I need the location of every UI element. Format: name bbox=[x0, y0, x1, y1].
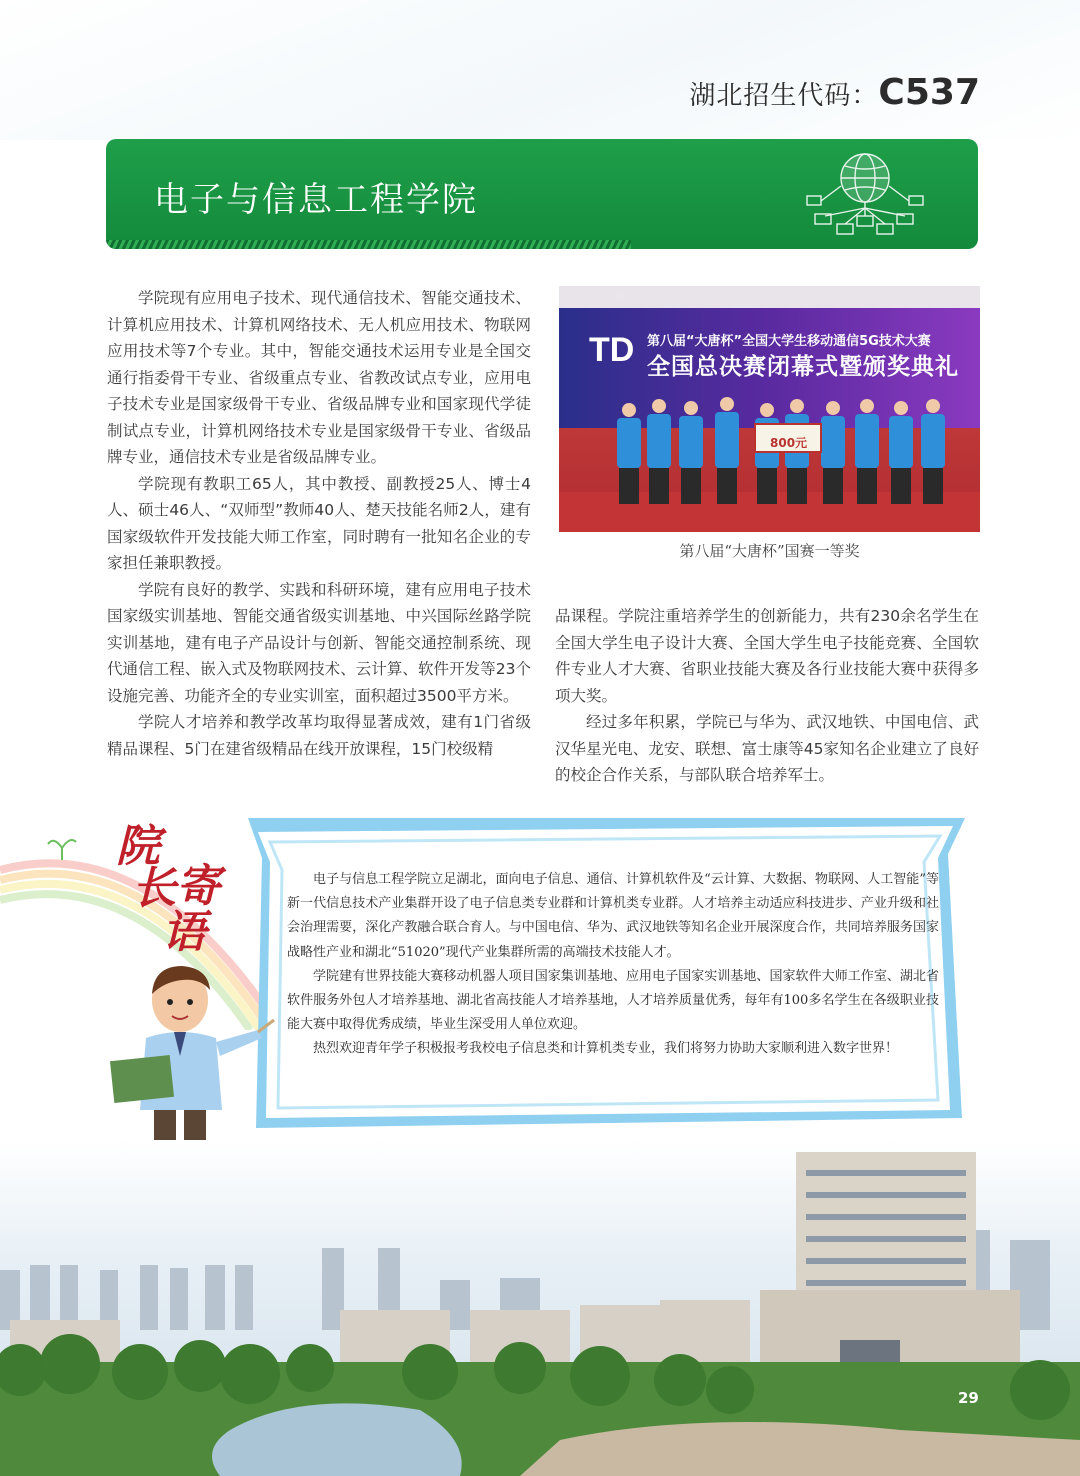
dean-title-char-2: 长 bbox=[132, 863, 176, 914]
dean-paragraph-2: 学院建有世界技能大赛移动机器人项目国家集训基地、应用电子国家实训基地、国家软件大师工作室、湖北省软件服务外包人才培养基地、湖北省高技能人才培养基地，人才培养质量优秀，每年有100多名学生在各级职业技能大赛中取得优秀成绩，毕业生深受用人单位欢迎。 bbox=[287, 968, 939, 1033]
admission-code-value: C537 bbox=[878, 72, 980, 113]
header-background bbox=[0, 0, 1080, 140]
paragraph-achievements-continued: 品课程。学院注重培养学生的创新能力，共有230余名学生在全国大学生电子设计大赛、全国大学生电子技能竞赛、全国软件专业人才大赛、省职业技能大赛及各行业技能大赛中获得多项大奖。 bbox=[555, 607, 979, 705]
award-photo bbox=[559, 286, 980, 532]
prize-check-amount: 800元 bbox=[770, 436, 808, 450]
teacher-cartoon-illustration bbox=[108, 960, 278, 1150]
banner-stripe bbox=[106, 240, 631, 249]
dean-title-char-3: 寄 bbox=[176, 861, 220, 912]
photo-banner-line2: 全国总决赛闭幕式暨颁奖典礼 bbox=[647, 354, 959, 380]
admission-code bbox=[689, 72, 980, 113]
paragraph-majors: 学院现有应用电子技术、现代通信技术、智能交通技术、计算机应用技术、计算机网络技术、无人机应用技术、物联网应用技术等7个专业。其中，智能交通技术运用专业是全国交通行指委骨干专业、省级重点专业、省教改试点专业，应用电子技术专业是国家级骨干专业、省级品牌专业和国家现代学徒制试点专业，计算机网络技术专业是国家级骨干专业、省级品牌专业，通信技术专业是省级品牌专业。 bbox=[107, 289, 531, 466]
dean-paragraph-3: 热烈欢迎青年学子积极报考我校电子信息类和计算机类专业，我们将努力协助大家顺利进入数字世界！ bbox=[313, 1041, 899, 1057]
svg-text:TD: TD bbox=[589, 331, 635, 369]
photo-caption: 第八届“大唐杯”国赛一等奖 bbox=[679, 542, 860, 560]
network-globe-icon bbox=[805, 146, 925, 242]
admission-code-label: 湖北招生代码： bbox=[689, 81, 879, 111]
paragraph-facilities: 学院有良好的教学、实践和科研环境，建有应用电子技术国家级实训基地、智能交通省级实训基地、中兴国际丝路学院实训基地，建有电子产品设计与创新、智能交通控制系统、现代通信工程、嵌入式及物联网技术、云计算、软件开发等23个设施完善、功能齐全的专业实训室，面积超过3500平方米。 bbox=[107, 580, 531, 705]
paragraph-partnerships: 经过多年积累，学院已与华为、武汉地铁、中国电信、武汉华星光电、龙安、联想、富士康等45家知名企业建立了良好的校企合作关系，与部队联合培养军士。 bbox=[555, 713, 979, 784]
intro-text-right-column bbox=[555, 603, 979, 789]
paragraph-faculty: 学院现有教职工65人，其中教授、副教授25人、博士4人、硕士46人、“双师型”教师40人、楚天技能名师2人，建有国家级软件开发技能大师工作室，同时聘有一批知名企业的专家担任兼职教授。 bbox=[107, 474, 531, 572]
dean-message-text bbox=[287, 868, 939, 1062]
campus-skyline-illustration bbox=[0, 1140, 1080, 1476]
dean-paragraph-1: 电子与信息工程学院立足湖北，面向电子信息、通信、计算机软件及“云计算、大数据、物联网、人工智能”等新一代信息技术产业集群开设了电子信息类专业群和计算机类专业群。人才培养主动适应科技进步、产业升级和社会治理需要，深化产教融合联合育人。与中国电信、华为、武汉地铁等知名企业开展深度合作，共同培养服务国家战略性产业和湖北“51020”现代产业集群所需的高端技术技能人才。 bbox=[287, 872, 939, 960]
dean-title-char-1: 院 bbox=[116, 821, 160, 872]
paragraph-achievements: 学院人才培养和教学改革均取得显著成效，建有1门省级精品课程、5门在建省级精品在线开放课程，15门校级精 bbox=[107, 713, 531, 758]
intro-text-left-column bbox=[107, 285, 531, 762]
page-number: 29 bbox=[958, 1389, 979, 1407]
award-ceremony-illustration bbox=[559, 286, 980, 532]
dean-message-title bbox=[112, 812, 227, 958]
page-title: 电子与信息工程学院 bbox=[154, 180, 478, 220]
photo-banner-line1: 第八届“大唐杯”全国大学生移动通信5G技术大赛 bbox=[647, 334, 931, 349]
dean-title-char-4: 语 bbox=[162, 907, 206, 958]
